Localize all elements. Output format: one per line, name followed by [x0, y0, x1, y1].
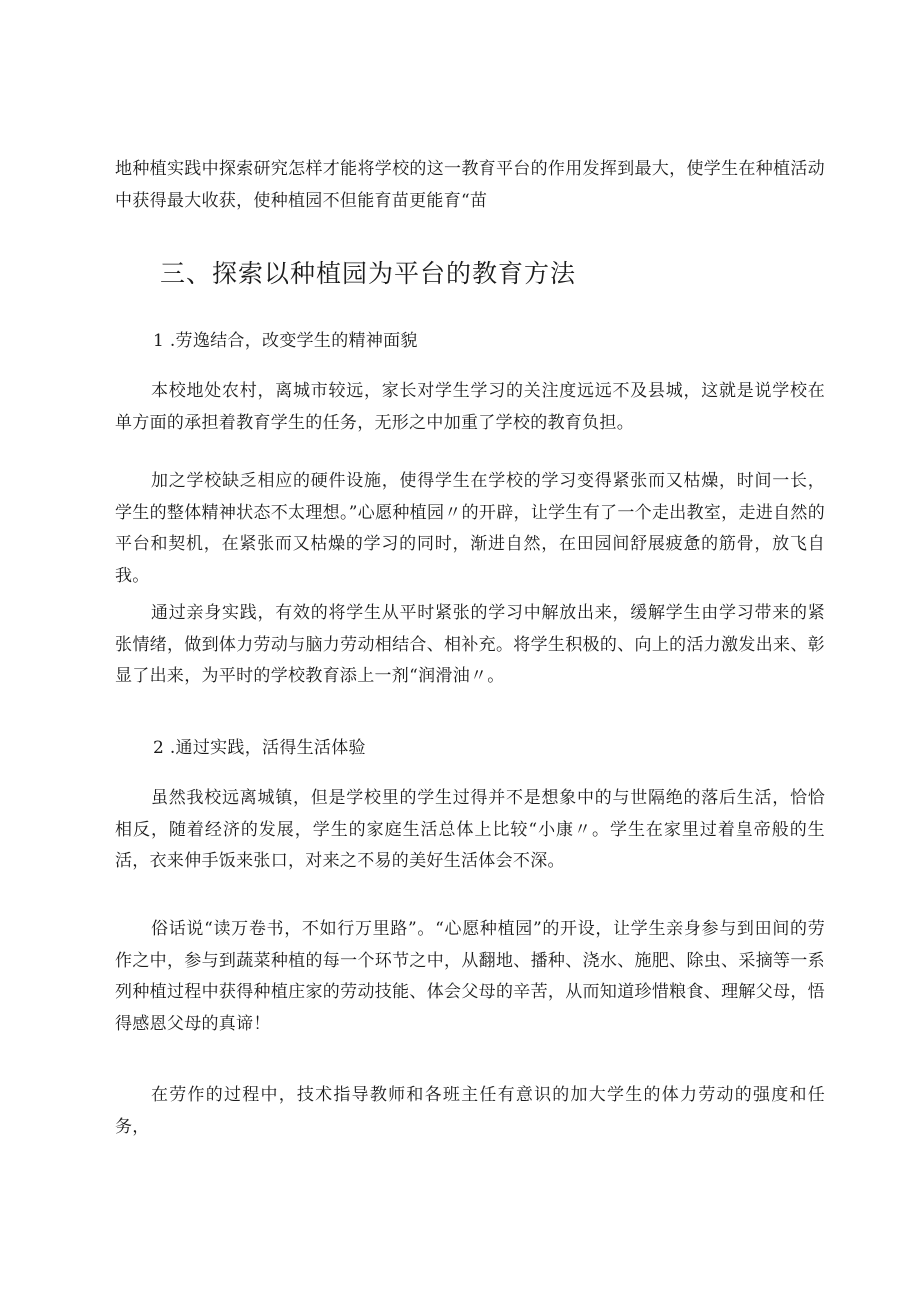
subsection-1-title: 1 .劳逸结合，改变学生的精神面貌: [153, 331, 418, 351]
section-heading: 三、探索以种植园为平台的教育方法: [160, 259, 577, 288]
subsection-2-title: 2 .通过实践，活得生活体验: [153, 738, 366, 758]
paragraph-3: 通过亲身实践，有效的将学生从平时紧张的学习中解放出来，缓解学生由学习带来的紧张情绪，做到体力劳动与脑力劳动相结合、相补充。将学生积极的、向上的活力激发出来、彰显了出来，为平时的学校教育添上一剂“润滑油〃。: [115, 603, 825, 686]
paragraph-5: 俗话说“读万卷书，不如行万里路”。“心愿种植园”的开设，让学生亲身参与到田间的劳作之中，参与到蔬菜种植的每一个环节之中，从翻地、播种、浇水、施肥、除虫、采摘等一系列种植过程中获得种植庄家的劳动技能、体会父母的辛苦，从而知道珍惜粮食、理解父母，悟得感恩父母的真谛！: [115, 919, 825, 1034]
paragraph-6: 在劳作的过程中，技术指导教师和各班主任有意识的加大学生的体力劳动的强度和任务，: [115, 1085, 825, 1137]
paragraph-4: 虽然我校远离城镇，但是学校里的学生过得并不是想象中的与世隔绝的落后生活，恰恰相反，随着经济的发展，学生的家庭生活总体上比较“小康〃。学生在家里过着皇帝般的生活，衣来伸手饭来张口，对来之不易的美好生活体会不深。: [115, 788, 825, 871]
paragraph-1: 本校地处农村，离城市较远，家长对学生学习的关注度远远不及县城，这就是说学校在单方面的承担着教育学生的任务，无形之中加重了学校的教育负担。: [115, 381, 825, 433]
intro-paragraph: 地种植实践中探索研究怎样才能将学校的这一教育平台的作用发挥到最大，使学生在种植活动中获得最大收获，使种植园不但能育苗更能育“苗: [115, 159, 825, 211]
paragraph-2: 加之学校缺乏相应的硬件设施，使得学生在学校的学习变得紧张而又枯燥，时间一长，学生的整体精神状态不太理想。”心愿种植园〃的开辟，让学生有了一个走出教室，走进自然的平台和契机，在紧张而又枯燥的学习的同时，渐进自然，在田园间舒展疲惫的筋骨，放飞自我。: [115, 471, 825, 586]
